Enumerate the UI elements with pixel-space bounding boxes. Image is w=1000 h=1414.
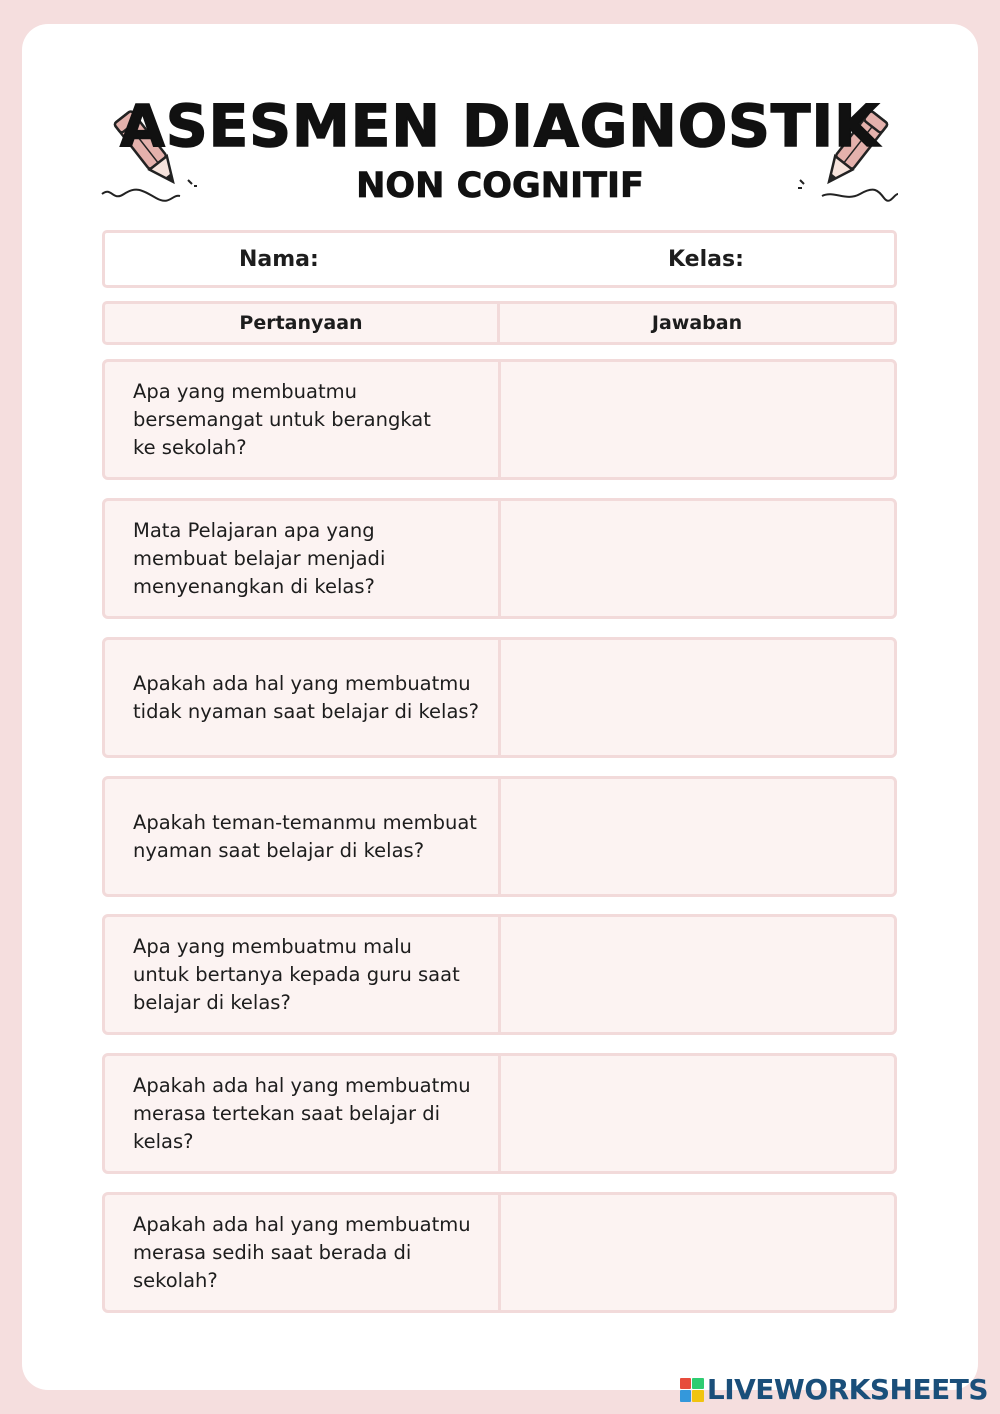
question-text: Apa yang membuatmu bersemangat untuk berangkat ke sekolah? — [105, 362, 501, 477]
question-text: Mata Pelajaran apa yang membuat belajar menjadi menyenangkan di kelas? — [105, 501, 501, 616]
table-row — [102, 914, 897, 1035]
table-row — [102, 637, 897, 758]
worksheet-title: ASESMEN DIAGNOSTIK — [119, 92, 881, 160]
answer-field[interactable] — [501, 362, 894, 477]
student-info-row — [102, 230, 897, 288]
answer-field[interactable] — [501, 501, 894, 616]
brand-name: LIVEWORKSHEETS — [706, 1373, 988, 1406]
answer-field[interactable] — [501, 640, 894, 755]
table-row — [102, 1192, 897, 1313]
name-label: Nama: — [239, 247, 319, 272]
table-row — [102, 498, 897, 619]
table-row — [102, 359, 897, 480]
worksheet-subtitle: NON COGNITIF — [356, 166, 644, 206]
question-text: Apa yang membuatmu malu untuk bertanya kepada guru saat belajar di kelas? — [105, 917, 501, 1032]
table-header — [102, 301, 897, 345]
table-row — [102, 1053, 897, 1174]
question-column-header: Pertanyaan — [105, 304, 500, 342]
answer-field[interactable] — [501, 1056, 894, 1171]
question-text: Apakah ada hal yang membuatmu merasa tertekan saat belajar di kelas? — [105, 1056, 501, 1171]
question-text: Apakah ada hal yang membuatmu merasa sedih saat berada di sekolah? — [105, 1195, 501, 1310]
answer-field[interactable] — [501, 779, 894, 894]
class-label: Kelas: — [668, 247, 744, 272]
answer-field[interactable] — [501, 917, 894, 1032]
liveworksheets-logo-icon — [680, 1378, 704, 1402]
question-text: Apakah teman-temanmu membuat nyaman saat belajar di kelas? — [105, 779, 501, 894]
table-row — [102, 776, 897, 897]
liveworksheets-brand — [680, 1373, 988, 1406]
answer-column-header: Jawaban — [651, 312, 743, 334]
question-text: Apakah ada hal yang membuatmu tidak nyaman saat belajar di kelas? — [105, 640, 501, 755]
answer-field[interactable] — [501, 1195, 894, 1310]
